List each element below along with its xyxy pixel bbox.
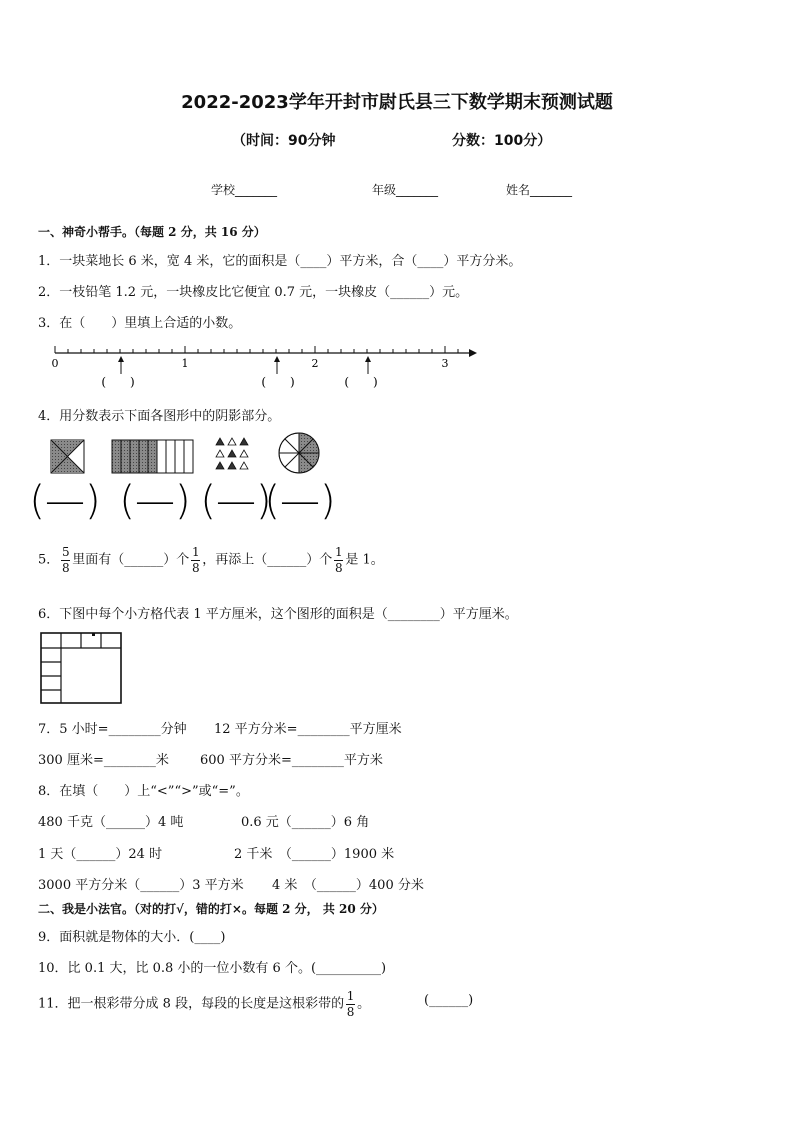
triangle-shape [228,438,236,445]
question-7c: 300 厘米=________米 [38,753,169,768]
question-1: 1．一块菜地长 6 米，宽 4 米，它的面积是（____）平方米，合（____）平方分米。 [38,254,522,269]
answer-blank-1: (—) [29,478,101,524]
name-field: 姓名_______ [506,183,573,197]
fraction-1-8-a: $\frac{1}{8}$ [191,545,200,575]
number-line-label-3: 3 [441,357,449,370]
question-7a: 7．5 小时=________分钟 [38,722,187,737]
answer-blank-2: (—) [119,478,191,524]
triangle-shape [240,462,248,469]
question-6: 6．下图中每个小方格代表 1 平方厘米，这个图形的面积是（________）平方厘米。 [38,607,518,622]
number-line-label-2: 2 [311,357,319,370]
number-line-label-0: 0 [51,357,59,370]
fraction-1-8-c: $\frac{1}{8}$ [346,989,355,1019]
fraction-1-8-b: $\frac{1}{8}$ [334,545,343,575]
question-8d: 2 千米 （______）1900 米 [234,847,395,862]
answer-blank-3: (—) [200,478,272,524]
fraction-figures [29,432,340,524]
question-8: 8．在填（ ）上“<”“>”或“=”。 [38,784,249,799]
q5-text2: ，再添上（______）个 [202,552,333,568]
question-8f: 4 米 （______）400 分米 [272,878,424,893]
question-11 [38,990,370,1018]
school-field: 学校_______ [211,183,278,197]
area-grid-figure [38,630,128,706]
fraction-5-8: $\frac{5}{8}$ [61,545,70,575]
figure-triangles [216,438,248,469]
number-line-label-1: 1 [181,357,189,370]
answer-paren-3: ( ) [344,375,378,389]
q5-prefix: 5． [38,552,60,568]
answer-paren-1: ( ) [101,375,135,389]
question-7b: 12 平方分米=________平方厘米 [214,722,402,737]
answer-blank-4: (—) [264,478,336,524]
question-7d: 600 平方分米=________平方米 [200,753,383,768]
question-11-blank: (______) [424,993,474,1008]
section2-heading: 二、我是小法官。（对的打√，错的打×。每题 2 分， 共 20 分） [38,902,384,916]
number-line-ticks [55,346,458,353]
number-line [40,340,490,390]
number-line-axis [55,349,477,357]
q11-tail: 。 [357,996,371,1012]
triangle-shape [240,438,248,445]
exam-score: 分数：100分） [452,133,552,149]
q5-text1: 里面有（______）个 [72,552,190,568]
arrow-marker-2 [274,356,280,374]
arrow-marker-1 [118,356,124,374]
question-9: 9．面积就是物体的大小．(____) [38,930,226,945]
question-2: 2．一枝铅笔 1.2 元，一块橡皮比它便宜 0.7 元，一块橡皮（______）元。 [38,285,469,300]
section1-heading: 一、神奇小帮手。（每题 2 分，共 16 分） [38,225,266,239]
question-8c: 1 天（______）24 时 [38,847,163,862]
figure-circle [279,433,319,473]
figure-square [51,440,84,473]
question-4: 4．用分数表示下面各图形中的阴影部分。 [38,409,281,424]
exam-time: （时间：90分钟 [232,133,336,149]
question-8e: 3000 平方分米（______）3 平方米 [38,878,244,893]
triangle-shape [228,462,236,469]
triangle-shape [216,438,224,445]
question-8b: 0.6 元（______）6 角 [241,815,370,830]
triangle-shape [216,450,224,457]
question-3: 3．在（ ）里填上合适的小数。 [38,316,242,331]
question-5 [38,546,384,574]
q11-text: 11．把一根彩带分成 8 段，每段的长度是这根彩带的 [38,996,345,1012]
question-8a: 480 千克（______）4 吨 [38,815,184,830]
triangle-shape [216,462,224,469]
figure-bar [112,440,193,473]
arrow-marker-3 [365,356,371,374]
question-10: 10．比 0.1 大，比 0.8 小的一位小数有 6 个。(__________) [38,961,387,976]
triangle-shape [228,450,236,457]
q5-text3: 是 1。 [345,552,384,568]
grade-field: 年级_______ [372,183,439,197]
triangle-shape [240,450,248,457]
answer-paren-2: ( ) [261,375,295,389]
page-title: 2022-2023学年开封市尉氏县三下数学期末预测试题 [181,92,613,113]
